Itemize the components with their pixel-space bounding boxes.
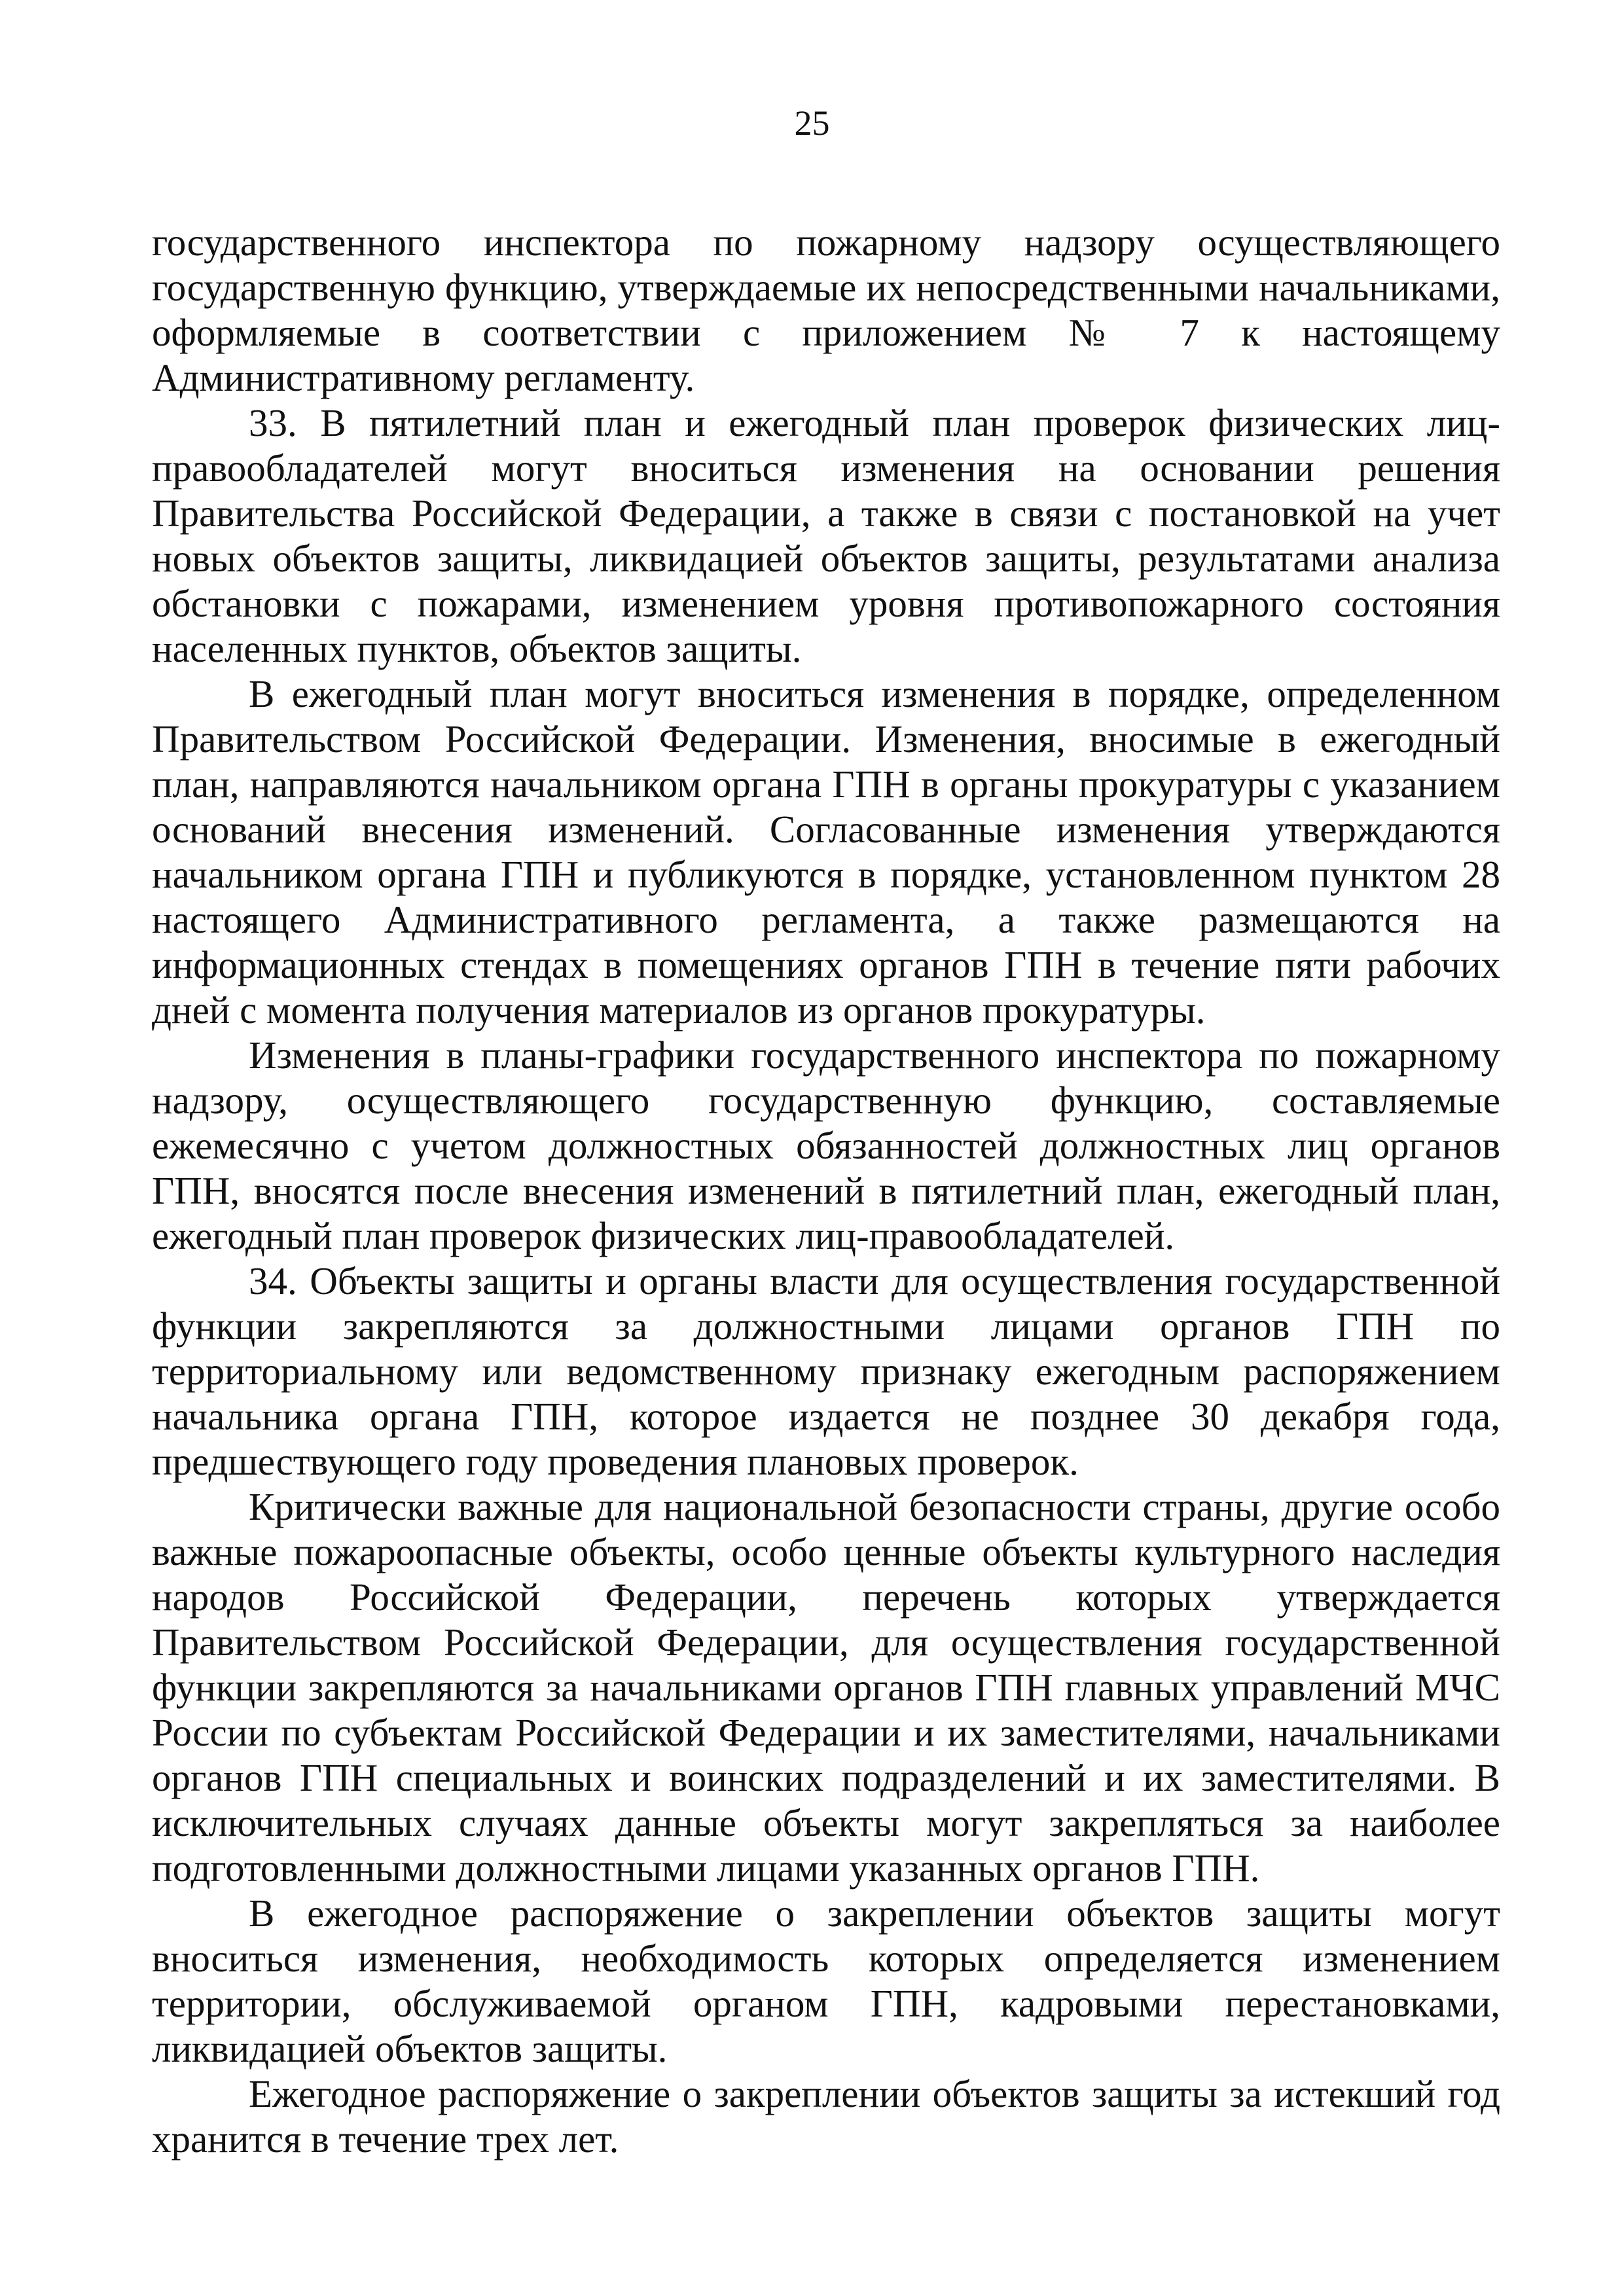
paragraph-2: 33. В пятилетний план и ежегодный план проверок физических лиц-правообладателей могут вноситься изменения на основании решения Правительства Российской Федерации, а также в связи с постановкой на учет новых объектов защиты, ликвидацией объектов защиты, результатами анализа обстановки с пожарами, изменением уровня противопожарного состояния населенных пунктов, объектов защиты. <box>152 401 1500 670</box>
paragraph-7: В ежегодное распоряжение о закреплении объектов защиты могут вноситься изменения, необходимость которых определяется изменением территории, обслуживаемой органом ГПН, кадровыми перестановками, ликвидацией объектов защиты. <box>152 1892 1500 2070</box>
paragraph-1: государственного инспектора по пожарному надзору осуществляющего государственную функцию, утверждаемые их непосредственными начальниками, оформляемые в соответствии с приложением № 7 к настоящему Административному регламенту. <box>152 221 1500 399</box>
paragraph-5: 34. Объекты защиты и органы власти для осуществления государственной функции закрепляются за должностными лицами органов ГПН по территориальному или ведомственному признаку ежегодным распоряжением начальника органа ГПН, которое издается не позднее 30 декабря года, предшествующего году проведения плановых проверок. <box>152 1259 1500 1483</box>
paragraph-6: Критически важные для национальной безопасности страны, другие особо важные пожароопасные объекты, особо ценные объекты культурного наследия народов Российской Федерации, перечень которых утверждается Правительством Российской Федерации, для осуществления государственной функции закрепляются за начальниками органов ГПН главных управлений МЧС России по субъектам Российской Федерации и их заместителями, начальниками органов ГПН специальных и воинских подразделений и их заместителями. В исключительных случаях данные объекты могут закрепляться за наиболее подготовленными должностными лицами указанных органов ГПН. <box>152 1485 1500 1890</box>
paragraph-8: Ежегодное распоряжение о закреплении объектов защиты за истекший год хранится в течение трех лет. <box>152 2072 1500 2161</box>
page-number: 25 <box>794 103 830 143</box>
paragraph-4: Изменения в планы-графики государственного инспектора по пожарному надзору, осуществляющего государственную функцию, составляемые ежемесячно с учетом должностных обязанностей должностных лиц органов ГПН, вносятся после внесения изменений в пятилетний план, ежегодный план, ежегодный план проверок физических лиц-правообладателей. <box>152 1033 1500 1257</box>
document-body <box>152 220 1500 2162</box>
paragraph-3: В ежегодный план могут вноситься изменения в порядке, определенном Правительством Российской Федерации. Изменения, вносимые в ежегодный план, направляются начальником органа ГПН в органы прокуратуры с указанием оснований внесения изменений. Согласованные изменения утверждаются начальником органа ГПН и публикуются в порядке, установленном пунктом 28 настоящего Административного регламента, а также размещаются на информационных стендах в помещениях органов ГПН в течение пяти рабочих дней с момента получения материалов из органов прокуратуры. <box>152 672 1500 1031</box>
